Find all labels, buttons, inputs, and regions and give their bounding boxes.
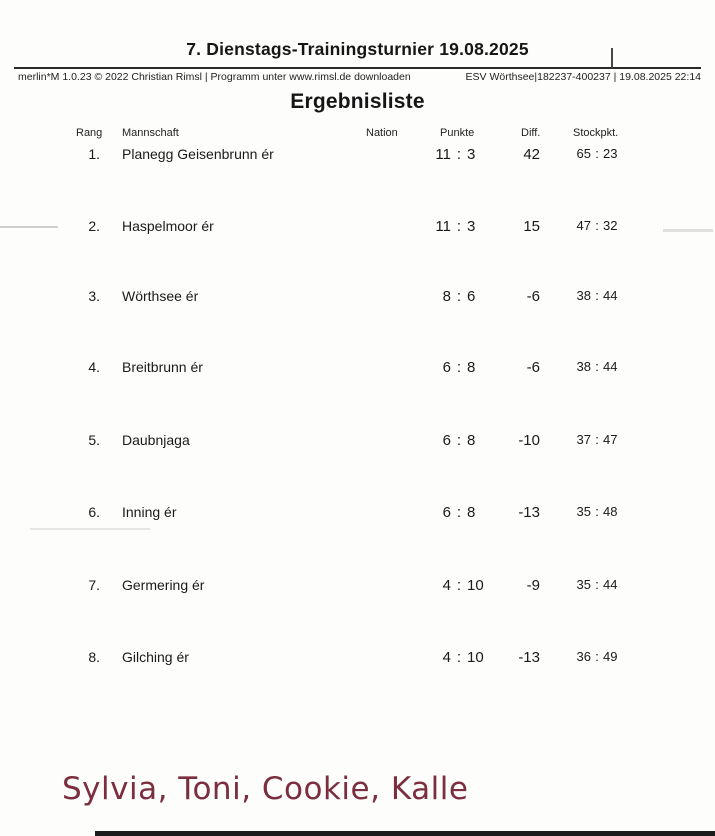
table-row xyxy=(0,146,715,166)
points-for: 8 xyxy=(442,288,451,305)
points-against: 8 xyxy=(467,504,476,521)
stones-separator: : xyxy=(595,146,599,161)
points-for: 4 xyxy=(442,577,451,594)
table-row xyxy=(0,432,715,452)
points-for: 11 xyxy=(435,218,451,235)
points-cell xyxy=(409,649,509,666)
table-row xyxy=(0,218,715,238)
points-separator: : xyxy=(456,146,462,163)
points-separator: : xyxy=(456,577,462,594)
stones-separator: : xyxy=(595,359,599,374)
diff-cell: -13 xyxy=(518,649,540,666)
points-cell xyxy=(409,146,509,163)
points-separator: : xyxy=(456,359,462,376)
team-name-cell: Planegg Geisenbrunn ér xyxy=(122,146,274,162)
rank-cell: 6. xyxy=(88,504,100,520)
table-row xyxy=(0,649,715,669)
stones-cell xyxy=(561,504,633,519)
diff-cell: -10 xyxy=(518,432,540,449)
stones-separator: : xyxy=(595,288,599,303)
stones-for: 36 xyxy=(576,649,591,664)
stones-against: 23 xyxy=(603,146,618,161)
rank-cell: 3. xyxy=(88,288,100,304)
stones-cell xyxy=(561,577,633,592)
points-separator: : xyxy=(456,432,462,449)
stones-for: 35 xyxy=(576,504,591,519)
points-against: 3 xyxy=(467,218,476,235)
points-separator: : xyxy=(456,504,462,521)
column-header-points: Punkte xyxy=(440,127,475,139)
stones-cell xyxy=(561,359,633,374)
rank-cell: 1. xyxy=(88,146,100,162)
points-for: 6 xyxy=(442,504,451,521)
program-info-left: merlin*M 1.0.23 © 2022 Christian Rimsl | Programm unter www.rimsl.de downloaden xyxy=(18,71,411,83)
diff-cell: 15 xyxy=(523,218,540,235)
stones-cell xyxy=(561,218,633,233)
column-header-nation: Nation xyxy=(366,127,398,139)
rank-cell: 8. xyxy=(88,649,100,665)
rank-cell: 5. xyxy=(88,432,100,448)
stones-separator: : xyxy=(595,432,599,447)
points-against: 10 xyxy=(467,649,484,666)
stones-against: 44 xyxy=(603,359,618,374)
stones-for: 47 xyxy=(576,218,591,233)
table-row xyxy=(0,288,715,308)
scan-artifact-dash xyxy=(30,528,150,530)
stones-for: 37 xyxy=(576,432,591,447)
scan-bottom-edge xyxy=(95,831,715,836)
points-separator: : xyxy=(456,288,462,305)
points-against: 6 xyxy=(467,288,476,305)
points-for: 4 xyxy=(442,649,451,666)
stones-separator: : xyxy=(595,577,599,592)
points-cell xyxy=(409,504,509,521)
stones-against: 49 xyxy=(603,649,618,664)
stones-cell xyxy=(561,146,633,161)
scan-artifact-dash xyxy=(663,229,713,232)
stones-for: 38 xyxy=(576,359,591,374)
diff-cell: -9 xyxy=(526,577,540,594)
stones-against: 48 xyxy=(603,504,618,519)
diff-cell: 42 xyxy=(523,146,540,163)
column-header-team: Mannschaft xyxy=(122,127,179,139)
table-header-row xyxy=(0,127,715,141)
stones-for: 65 xyxy=(576,146,591,161)
points-cell xyxy=(409,359,509,376)
stones-for: 35 xyxy=(576,577,591,592)
points-separator: : xyxy=(456,218,462,235)
stones-cell xyxy=(561,288,633,303)
points-against: 8 xyxy=(467,359,476,376)
handwritten-annotation: Sylvia, Toni, Cookie, Kalle xyxy=(62,771,469,807)
program-info-right: ESV Wörthsee|182237-400237 | 19.08.2025 22:14 xyxy=(465,71,701,83)
points-against: 8 xyxy=(467,432,476,449)
points-for: 6 xyxy=(442,432,451,449)
page-title: 7. Dienstags-Trainingsturnier 19.08.2025 xyxy=(186,39,529,59)
stones-for: 38 xyxy=(576,288,591,303)
diff-cell: -6 xyxy=(526,288,540,305)
diff-cell: -13 xyxy=(518,504,540,521)
team-name-cell: Daubnjaga xyxy=(122,432,190,448)
title-divider xyxy=(14,67,701,69)
points-cell xyxy=(409,218,509,235)
points-cell xyxy=(409,432,509,449)
rank-cell: 2. xyxy=(88,218,100,234)
table-row xyxy=(0,577,715,597)
stones-separator: : xyxy=(595,504,599,519)
results-heading: Ergebnisliste xyxy=(290,90,425,113)
team-name-cell: Germering ér xyxy=(122,577,205,593)
rank-cell: 7. xyxy=(88,577,100,593)
team-name-cell: Gilching ér xyxy=(122,649,189,665)
stones-separator: : xyxy=(595,218,599,233)
team-name-cell: Wörthsee ér xyxy=(122,288,199,304)
stones-against: 44 xyxy=(603,288,618,303)
points-cell xyxy=(409,288,509,305)
team-name-cell: Inning ér xyxy=(122,504,177,520)
scan-artifact-vertical-line xyxy=(611,48,613,68)
points-separator: : xyxy=(456,649,462,666)
table-row xyxy=(0,359,715,379)
points-against: 10 xyxy=(467,577,484,594)
column-header-rank: Rang xyxy=(76,127,103,139)
stones-against: 44 xyxy=(603,577,618,592)
column-header-stones: Stockpkt. xyxy=(573,127,619,139)
stones-against: 32 xyxy=(603,218,618,233)
team-name-cell: Breitbrunn ér xyxy=(122,359,203,375)
points-for: 6 xyxy=(442,359,451,376)
points-for: 11 xyxy=(435,146,451,163)
stones-cell xyxy=(561,432,633,447)
rank-cell: 4. xyxy=(88,359,100,375)
scan-artifact-dash xyxy=(0,226,58,228)
stones-against: 47 xyxy=(603,432,618,447)
stones-cell xyxy=(561,649,633,664)
column-header-diff: Diff. xyxy=(521,127,541,139)
diff-cell: -6 xyxy=(526,359,540,376)
table-row xyxy=(0,504,715,524)
team-name-cell: Haspelmoor ér xyxy=(122,218,214,234)
stones-separator: : xyxy=(595,649,599,664)
points-cell xyxy=(409,577,509,594)
points-against: 3 xyxy=(467,146,476,163)
